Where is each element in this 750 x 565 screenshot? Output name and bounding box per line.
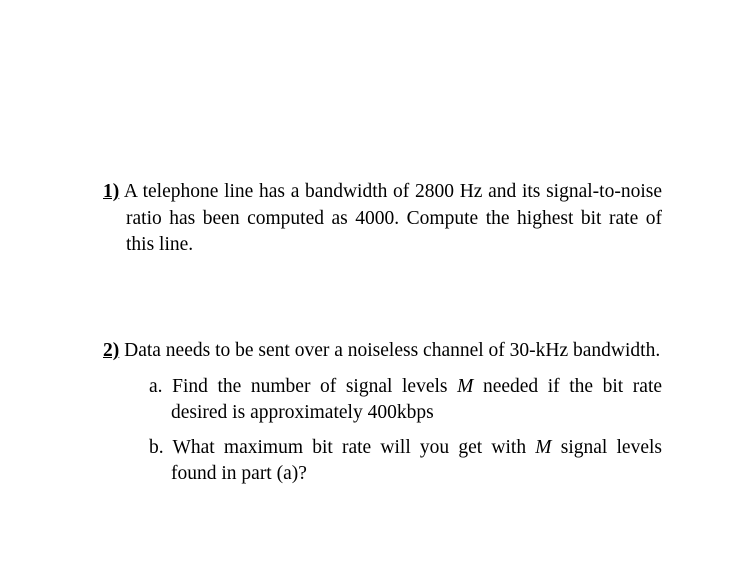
part-b-letter: b. [149, 436, 164, 458]
part-a-text-after: needed if the bit rate desired is approximately 400kbps [171, 375, 663, 423]
part-a-variable: M [457, 375, 474, 397]
question-1-text: A telephone line has a bandwidth of 2800 Hz and its signal-to-noise ratio has been computed as 4000. Compute the highest bit rate of this line. [123, 181, 662, 255]
question-2 [103, 338, 662, 496]
part-b-text-before: What maximum bit rate will you get with [172, 436, 527, 458]
question-2-parts [103, 374, 662, 488]
question-2-text-block [103, 338, 662, 365]
question-1 [103, 179, 662, 259]
question-2-text: Data needs to be sent over a noiseless channel of 30-kHz bandwidth. [124, 340, 661, 361]
part-b-variable: M [535, 436, 552, 458]
part-a-text-before: Find the number of signal levels [172, 375, 448, 397]
question-2-part-a [103, 374, 662, 427]
question-1-text-block [103, 179, 662, 259]
part-b-text-after: signal levels found in part (a)? [171, 436, 662, 484]
question-2-part-b [103, 435, 662, 488]
part-a-letter: a. [149, 375, 163, 397]
question-2-number: 2) [103, 340, 120, 361]
question-1-number: 1) [103, 181, 120, 202]
